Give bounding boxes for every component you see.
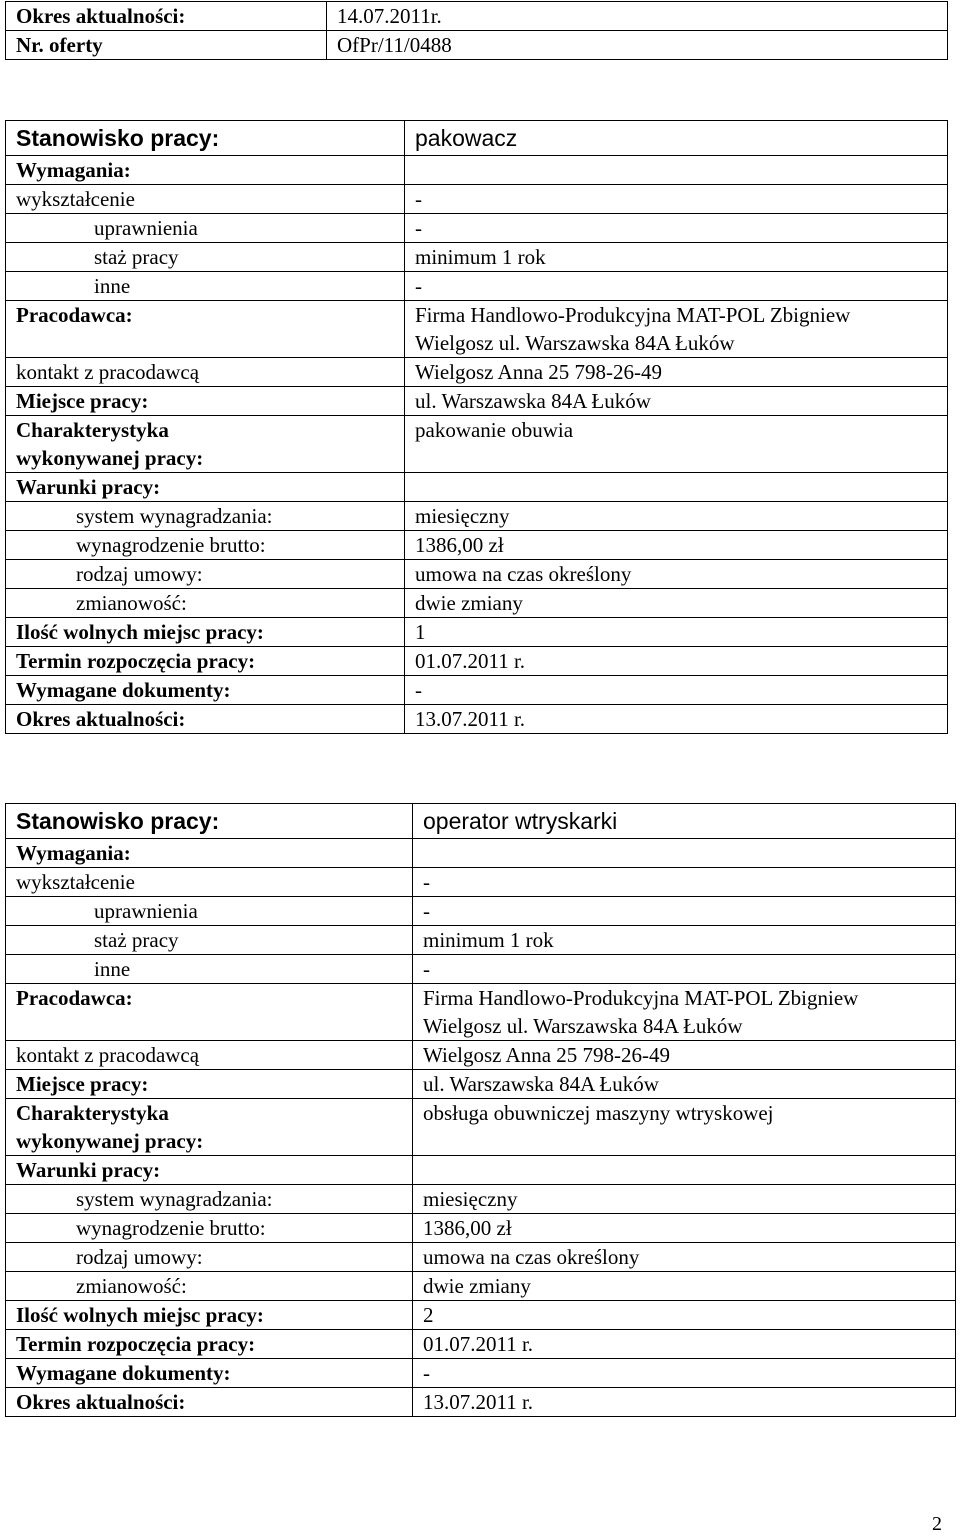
value-dokumenty: -: [405, 676, 948, 705]
table-row: [6, 2, 948, 31]
label-ilosc: Ilość wolnych miejsc pracy:: [6, 618, 405, 647]
header-label-okres: Okres aktualności:: [6, 2, 327, 31]
value-wyksztalcenie: -: [413, 868, 956, 897]
label-uprawnienia: uprawnienia: [6, 897, 413, 926]
label-charakterystyka: [6, 1099, 413, 1156]
label-inne: inne: [6, 272, 405, 301]
label-staz: staż pracy: [6, 926, 413, 955]
pracodawca-line-2: Wielgosz ul. Warszawska 84A Łuków: [415, 331, 735, 355]
label-system: system wynagradzania:: [6, 502, 405, 531]
pracodawca-line-1: Firma Handlowo-Produkcyjna MAT-POL Zbigniew: [423, 986, 859, 1010]
charakterystyka-line-1: Charakterystyka: [16, 1101, 169, 1125]
value-empty: [413, 839, 956, 868]
label-zmianowosc: zmianowość:: [6, 1272, 413, 1301]
charakterystyka-line-2: wykonywanej pracy:: [16, 1129, 204, 1153]
value-uprawnienia: -: [413, 897, 956, 926]
value-inne: -: [405, 272, 948, 301]
value-system: miesięczny: [405, 502, 948, 531]
value-inne: -: [413, 955, 956, 984]
label-zmianowosc: zmianowość:: [6, 589, 405, 618]
offer-table-2: [5, 803, 956, 1417]
label-inne: inne: [6, 955, 413, 984]
label-charakterystyka: [6, 416, 405, 473]
pracodawca-line-2: Wielgosz ul. Warszawska 84A Łuków: [423, 1014, 743, 1038]
value-wynagrodzenie: 1386,00 zł: [413, 1214, 956, 1243]
offer-table-1: [5, 120, 948, 734]
value-zmianowosc: dwie zmiany: [413, 1272, 956, 1301]
label-dokumenty: Wymagane dokumenty:: [6, 1359, 413, 1388]
value-empty: [413, 1156, 956, 1185]
label-stanowisko: Stanowisko pracy:: [6, 121, 405, 156]
label-rodzaj: rodzaj umowy:: [6, 560, 405, 589]
label-wynagrodzenie: wynagrodzenie brutto:: [6, 1214, 413, 1243]
label-kontakt: kontakt z pracodawcą: [6, 1041, 413, 1070]
label-kontakt: kontakt z pracodawcą: [6, 358, 405, 387]
value-termin: 01.07.2011 r.: [405, 647, 948, 676]
label-wynagrodzenie: wynagrodzenie brutto:: [6, 531, 405, 560]
value-stanowisko: operator wtryskarki: [413, 804, 956, 839]
value-stanowisko: pakowacz: [405, 121, 948, 156]
label-rodzaj: rodzaj umowy:: [6, 1243, 413, 1272]
value-ilosc: 1: [405, 618, 948, 647]
value-zmianowosc: dwie zmiany: [405, 589, 948, 618]
label-system: system wynagradzania:: [6, 1185, 413, 1214]
value-staz: minimum 1 rok: [405, 243, 948, 272]
value-rodzaj: umowa na czas określony: [413, 1243, 956, 1272]
label-warunki: Warunki pracy:: [6, 1156, 413, 1185]
value-charakterystyka: pakowanie obuwia: [405, 416, 948, 473]
value-staz: minimum 1 rok: [413, 926, 956, 955]
value-pracodawca: [405, 301, 948, 358]
page-number: 2: [932, 1513, 942, 1535]
charakterystyka-line-1: Charakterystyka: [16, 418, 169, 442]
charakterystyka-line-2: wykonywanej pracy:: [16, 446, 204, 470]
label-termin: Termin rozpoczęcia pracy:: [6, 1330, 413, 1359]
value-okres: 13.07.2011 r.: [413, 1388, 956, 1417]
value-miejsce: ul. Warszawska 84A Łuków: [413, 1070, 956, 1099]
label-stanowisko: Stanowisko pracy:: [6, 804, 413, 839]
value-kontakt: Wielgosz Anna 25 798-26-49: [405, 358, 948, 387]
label-wymagania: Wymagania:: [6, 839, 413, 868]
label-miejsce: Miejsce pracy:: [6, 387, 405, 416]
value-wyksztalcenie: -: [405, 185, 948, 214]
label-warunki: Warunki pracy:: [6, 473, 405, 502]
offer-header-table: [5, 1, 948, 60]
label-staz: staż pracy: [6, 243, 405, 272]
label-wymagania: Wymagania:: [6, 156, 405, 185]
label-pracodawca: Pracodawca:: [6, 301, 405, 358]
value-okres: 13.07.2011 r.: [405, 705, 948, 734]
value-kontakt: Wielgosz Anna 25 798-26-49: [413, 1041, 956, 1070]
value-charakterystyka: obsługa obuwniczej maszyny wtryskowej: [413, 1099, 956, 1156]
label-okres: Okres aktualności:: [6, 705, 405, 734]
label-uprawnienia: uprawnienia: [6, 214, 405, 243]
value-ilosc: 2: [413, 1301, 956, 1330]
label-miejsce: Miejsce pracy:: [6, 1070, 413, 1099]
pracodawca-line-1: Firma Handlowo-Produkcyjna MAT-POL Zbigniew: [415, 303, 851, 327]
label-pracodawca: Pracodawca:: [6, 984, 413, 1041]
label-wyksztalcenie: wykształcenie: [6, 868, 413, 897]
header-value-nr: OfPr/11/0488: [327, 31, 948, 60]
value-rodzaj: umowa na czas określony: [405, 560, 948, 589]
label-okres: Okres aktualności:: [6, 1388, 413, 1417]
label-wyksztalcenie: wykształcenie: [6, 185, 405, 214]
label-dokumenty: Wymagane dokumenty:: [6, 676, 405, 705]
header-label-nr: Nr. oferty: [6, 31, 327, 60]
table-row: [6, 31, 948, 60]
value-empty: [405, 473, 948, 502]
header-value-okres: 14.07.2011r.: [327, 2, 948, 31]
value-system: miesięczny: [413, 1185, 956, 1214]
value-uprawnienia: -: [405, 214, 948, 243]
value-pracodawca: [413, 984, 956, 1041]
value-termin: 01.07.2011 r.: [413, 1330, 956, 1359]
value-dokumenty: -: [413, 1359, 956, 1388]
label-termin: Termin rozpoczęcia pracy:: [6, 647, 405, 676]
value-wynagrodzenie: 1386,00 zł: [405, 531, 948, 560]
value-miejsce: ul. Warszawska 84A Łuków: [405, 387, 948, 416]
label-ilosc: Ilość wolnych miejsc pracy:: [6, 1301, 413, 1330]
value-empty: [405, 156, 948, 185]
